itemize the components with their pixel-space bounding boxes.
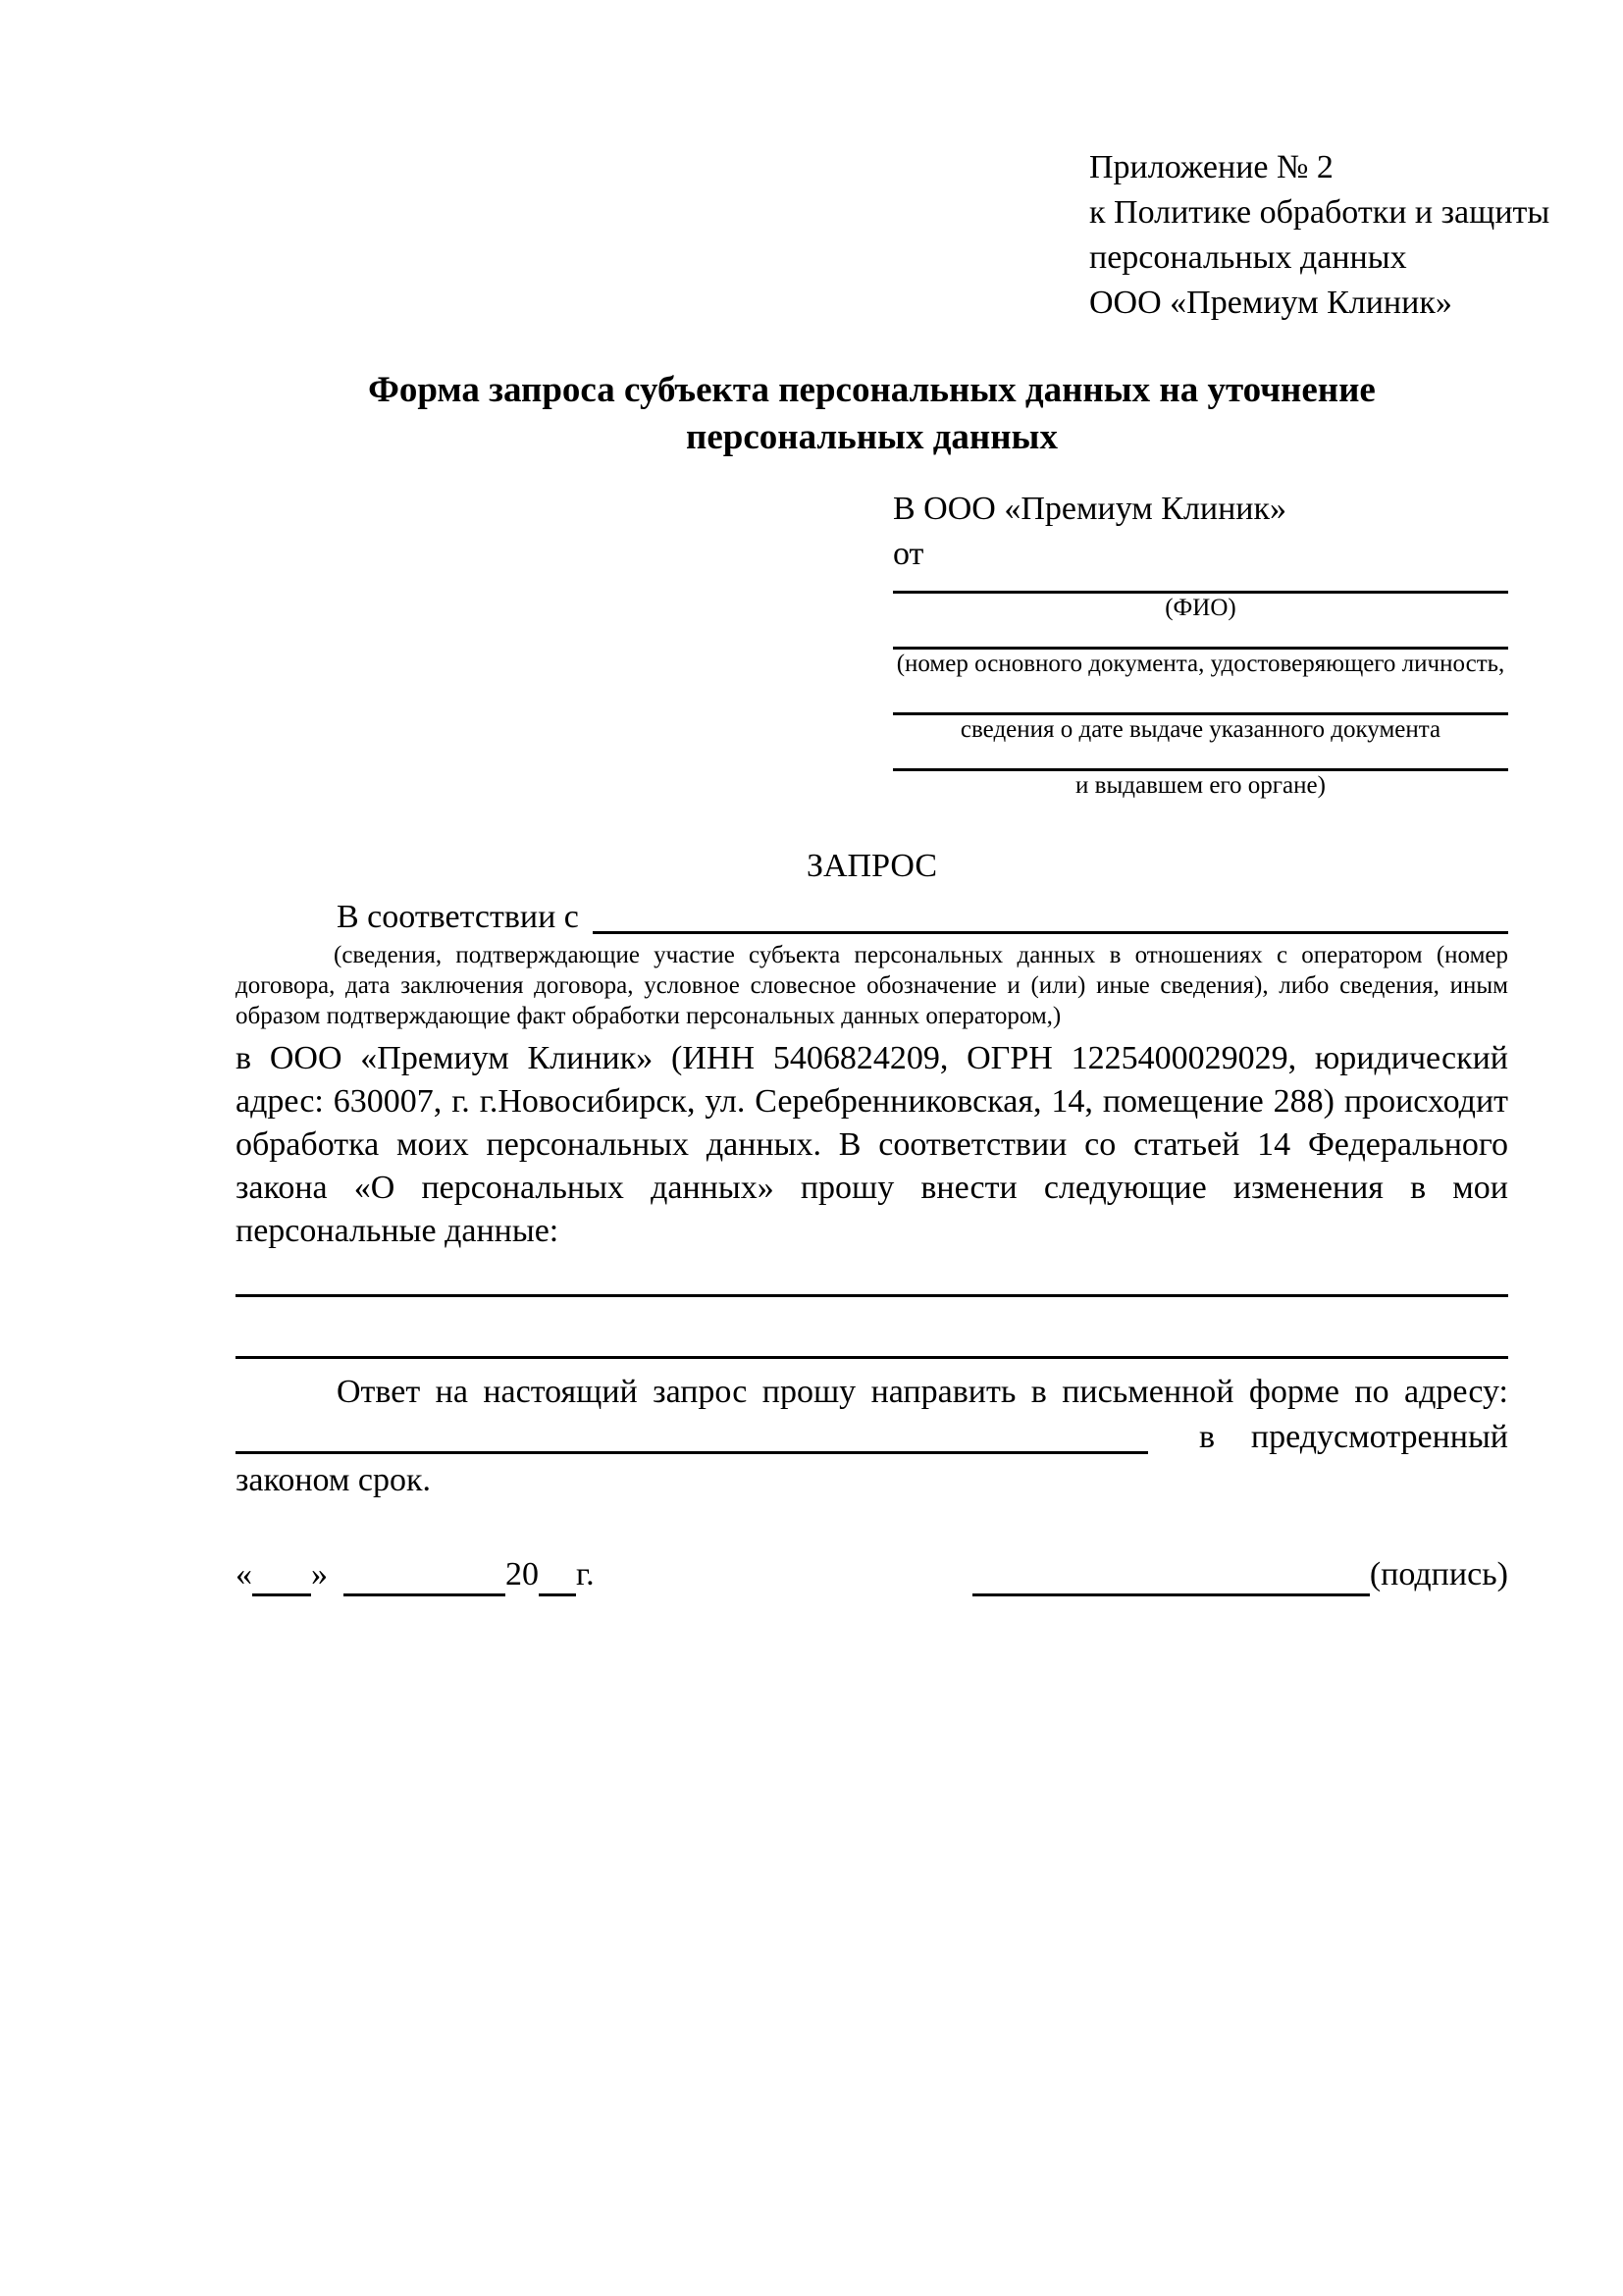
reply-request-line: Ответ на настоящий запрос прошу направить в письменной форме по адресу: (337, 1374, 1508, 1410)
accordance-blank-line (593, 895, 1508, 934)
day-blank-line (252, 1556, 311, 1596)
document-number-blank-line (893, 623, 1508, 650)
issuing-authority-caption: и выдавшем его органе) (1075, 772, 1326, 799)
date-template (236, 1553, 595, 1596)
appendix-block (1089, 145, 1550, 326)
accordance-line (236, 895, 1508, 940)
body-paragraph: в ООО «Премиум Клиник» (ИНН 5406824209, ОГРН 1225400029029, юридический адрес: 630007, г. г.Новосибирск, ул. Серебренниковская, 14, помещение 288) происходит обработка моих персональных данных. В соответствии со статьей 14 Федерального закона «О персональных данных» прошу внести следующие изменения в мои персональные данные: (236, 1040, 1508, 1249)
appendix-line: к Политике обработки и защиты (1089, 194, 1550, 231)
reply-word: в (1199, 1419, 1216, 1455)
issuing-authority-blank-line (893, 745, 1508, 771)
request-heading: ЗАПРОС (806, 848, 938, 884)
issue-date-blank-line (893, 679, 1508, 715)
appendix-line: персональных данных (1089, 239, 1407, 276)
open-quote: « (236, 1556, 252, 1592)
close-quote: » (311, 1556, 328, 1592)
month-blank-line (343, 1556, 505, 1596)
document-title: Форма запроса субъекта персональных данных на уточнение персональных данных (368, 370, 1376, 457)
recipient-block (893, 487, 1508, 801)
document-number-caption: (номер основного документа, удостоверяющего личность, (896, 651, 1505, 677)
address-blank-line (236, 1414, 1148, 1454)
reply-word: предусмотренный (1250, 1419, 1508, 1455)
fio-caption: (ФИО) (1165, 595, 1236, 621)
recipient-to: В ООО «Премиум Клиник» (893, 491, 1287, 527)
reply-address-line (236, 1414, 1508, 1459)
date-signature-row (236, 1553, 1508, 1596)
appendix-line: Приложение № 2 (1089, 149, 1334, 185)
accordance-lead-text: В соответствии с (337, 899, 579, 935)
appendix-line: ООО «Премиум Клиник» (1089, 285, 1452, 321)
signature-area (972, 1553, 1508, 1596)
reply-closing-line: законом срок. (236, 1462, 431, 1498)
issue-date-caption: сведения о дате выдаче указанного документа (960, 716, 1441, 743)
year-prefix: 20 (505, 1556, 539, 1592)
changes-blank-line-1 (236, 1253, 1508, 1297)
fio-blank-line (893, 577, 1508, 594)
fine-print-note: (сведения, подтверждающие участие субъекта персональных данных в отношениях с оператором (номер договора, дата заключения договора, условное словесное обозначение и (или) иные сведения), либо сведения, иным образом подтверждающие факт обработки персональных данных оператором,) (236, 942, 1508, 1029)
signature-blank-line (972, 1556, 1370, 1596)
year-blank-line (539, 1556, 576, 1596)
changes-blank-line-2 (236, 1297, 1508, 1359)
year-suffix: г. (576, 1556, 595, 1592)
signature-caption: (подпись) (1369, 1556, 1508, 1592)
recipient-from-label: от (893, 536, 924, 572)
